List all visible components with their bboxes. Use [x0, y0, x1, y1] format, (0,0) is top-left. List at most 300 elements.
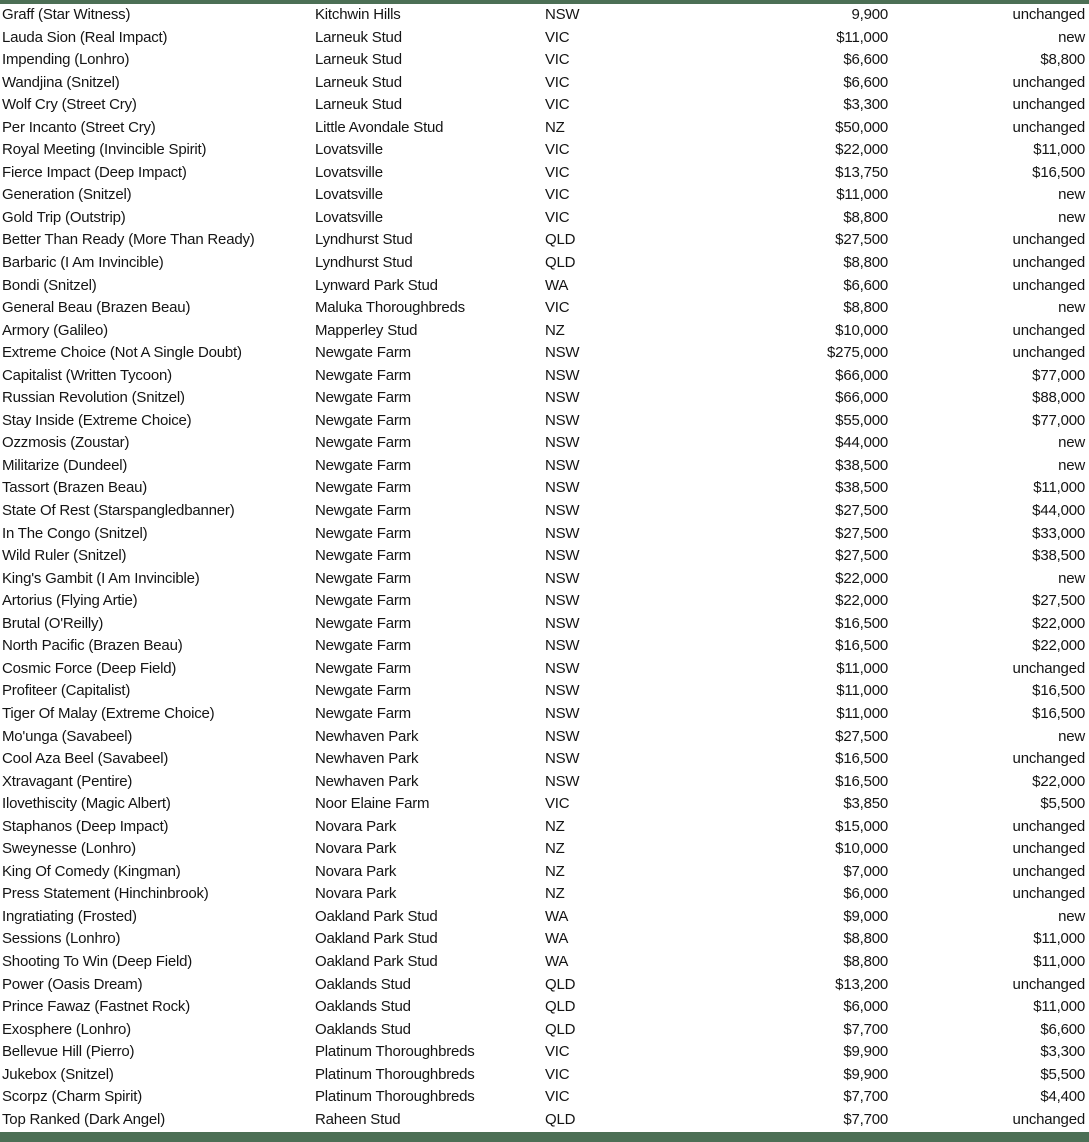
service-fee: $27,500	[835, 524, 888, 542]
fee-change: new	[1058, 434, 1085, 452]
fee-change: new	[1058, 569, 1085, 587]
horse-name: Impending (Lonhro)	[2, 51, 130, 69]
fee-change: $8,800	[1040, 51, 1085, 69]
horse-name: Tassort (Brazen Beau)	[2, 479, 148, 497]
table-row	[0, 590, 1089, 613]
horse-name: Xtravagant (Pentire)	[2, 772, 133, 790]
stud-name: Newhaven Park	[315, 772, 419, 790]
table-row	[0, 1064, 1089, 1087]
table-row	[0, 613, 1089, 636]
stud-name: Newgate Farm	[315, 366, 411, 384]
service-fee: $8,800	[843, 254, 888, 272]
stud-name: Oaklands Stud	[315, 975, 411, 993]
state-label: NSW	[545, 569, 580, 587]
service-fee: $44,000	[835, 434, 888, 452]
horse-name: Armory (Galileo)	[2, 321, 108, 339]
stud-name: Novara Park	[315, 840, 397, 858]
table-row	[0, 658, 1089, 681]
state-label: VIC	[545, 163, 570, 181]
fee-change: unchanged	[1012, 276, 1085, 294]
service-fee: $7,700	[843, 1110, 888, 1128]
table-row	[0, 523, 1089, 546]
stud-name: Newgate Farm	[315, 434, 411, 452]
horse-name: Gold Trip (Outstrip)	[2, 208, 126, 226]
fee-change: unchanged	[1012, 817, 1085, 835]
fee-change: unchanged	[1012, 231, 1085, 249]
fee-change: $77,000	[1032, 366, 1085, 384]
fee-change: new	[1058, 186, 1085, 204]
state-label: VIC	[545, 1088, 570, 1106]
service-fee: $50,000	[835, 118, 888, 136]
stud-name: Kitchwin Hills	[315, 6, 401, 23]
horse-name: Barbaric (I Am Invincible)	[2, 254, 164, 272]
state-label: NSW	[545, 637, 580, 655]
fee-change: $11,000	[1033, 998, 1085, 1016]
table-row	[0, 387, 1089, 410]
stud-name: Lovatsville	[315, 208, 383, 226]
stud-name: Newgate Farm	[315, 456, 411, 474]
state-label: VIC	[545, 208, 570, 226]
service-fee: $10,000	[835, 840, 888, 858]
service-fee: $6,600	[843, 73, 888, 91]
service-fee: $27,500	[835, 231, 888, 249]
service-fee: $11,000	[836, 704, 888, 722]
service-fee: $13,200	[835, 975, 888, 993]
state-label: VIC	[545, 1043, 570, 1061]
state-label: WA	[545, 276, 569, 294]
state-label: QLD	[545, 1020, 576, 1038]
fee-change: unchanged	[1012, 659, 1085, 677]
table-row	[0, 49, 1089, 72]
stud-name: Larneuk Stud	[315, 73, 402, 91]
table-row	[0, 996, 1089, 1019]
stud-name: Lovatsville	[315, 186, 383, 204]
horse-name: Prince Fawaz (Fastnet Rock)	[2, 998, 190, 1016]
horse-name: Capitalist (Written Tycoon)	[2, 366, 172, 384]
state-label: NSW	[545, 524, 580, 542]
state-label: NSW	[545, 6, 580, 23]
table-row	[0, 320, 1089, 343]
service-fee: $27,500	[835, 727, 888, 745]
table-row	[0, 410, 1089, 433]
state-label: VIC	[545, 51, 570, 69]
service-fee: $6,000	[843, 885, 888, 903]
state-label: QLD	[545, 254, 576, 272]
fee-change: unchanged	[1012, 1110, 1085, 1128]
state-label: NSW	[545, 411, 580, 429]
stud-name: Larneuk Stud	[315, 28, 402, 46]
stud-name: Platinum Thoroughbreds	[315, 1043, 475, 1061]
service-fee: $8,800	[843, 930, 888, 948]
stud-name: Newgate Farm	[315, 659, 411, 677]
stud-name: Newgate Farm	[315, 704, 411, 722]
state-label: QLD	[545, 998, 576, 1016]
state-label: NZ	[545, 862, 565, 880]
table-row	[0, 838, 1089, 861]
horse-name: Jukebox (Snitzel)	[2, 1065, 114, 1083]
stud-name: Oakland Park Stud	[315, 930, 438, 948]
service-fee: $8,800	[843, 299, 888, 317]
service-fee: $7,000	[843, 862, 888, 880]
table-row	[0, 703, 1089, 726]
stud-name: Newgate Farm	[315, 524, 411, 542]
fee-change: unchanged	[1012, 840, 1085, 858]
state-label: NSW	[545, 592, 580, 610]
stud-name: Newhaven Park	[315, 727, 419, 745]
service-fee: $3,300	[843, 96, 888, 114]
state-label: VIC	[545, 96, 570, 114]
fee-change: new	[1058, 907, 1085, 925]
stud-name: Newgate Farm	[315, 569, 411, 587]
fee-change: unchanged	[1012, 6, 1085, 23]
state-label: NSW	[545, 456, 580, 474]
service-fee: $22,000	[835, 592, 888, 610]
fee-change: $5,500	[1040, 1065, 1085, 1083]
state-label: NSW	[545, 727, 580, 745]
table-row	[0, 4, 1089, 27]
horse-name: Brutal (O'Reilly)	[2, 614, 104, 632]
state-label: NZ	[545, 118, 565, 136]
fee-change: new	[1058, 28, 1085, 46]
stud-name: Platinum Thoroughbreds	[315, 1065, 475, 1083]
stud-name: Oaklands Stud	[315, 998, 411, 1016]
state-label: NSW	[545, 389, 580, 407]
horse-name: Scorpz (Charm Spirit)	[2, 1088, 142, 1106]
horse-name: Bondi (Snitzel)	[2, 276, 97, 294]
state-label: VIC	[545, 28, 570, 46]
table-row	[0, 1109, 1089, 1132]
stud-fee-table	[0, 4, 1089, 1131]
horse-name: Ingratiating (Frosted)	[2, 907, 137, 925]
stud-name: Newgate Farm	[315, 547, 411, 565]
state-label: NZ	[545, 840, 565, 858]
service-fee: $11,000	[836, 682, 888, 700]
table-row	[0, 117, 1089, 140]
state-label: NSW	[545, 434, 580, 452]
stud-name: Newgate Farm	[315, 682, 411, 700]
fee-change: $4,400	[1040, 1088, 1085, 1106]
fee-change: $16,500	[1032, 682, 1085, 700]
state-label: NSW	[545, 614, 580, 632]
state-label: NSW	[545, 547, 580, 565]
state-label: WA	[545, 907, 569, 925]
stud-name: Lynward Park Stud	[315, 276, 438, 294]
state-label: WA	[545, 930, 569, 948]
table-row	[0, 816, 1089, 839]
service-fee: $10,000	[835, 321, 888, 339]
stud-name: Oaklands Stud	[315, 1020, 411, 1038]
service-fee: $16,500	[835, 772, 888, 790]
state-label: QLD	[545, 231, 576, 249]
service-fee: $38,500	[835, 456, 888, 474]
state-label: NSW	[545, 344, 580, 362]
fee-change: $6,600	[1040, 1020, 1085, 1038]
horse-name: Wild Ruler (Snitzel)	[2, 547, 127, 565]
table-row	[0, 974, 1089, 997]
fee-change: unchanged	[1012, 344, 1085, 362]
fee-change: new	[1058, 299, 1085, 317]
stud-name: Newgate Farm	[315, 411, 411, 429]
horse-name: Profiteer (Capitalist)	[2, 682, 131, 700]
service-fee: $7,700	[843, 1088, 888, 1106]
horse-name: Fierce Impact (Deep Impact)	[2, 163, 187, 181]
service-fee: $11,000	[836, 659, 888, 677]
horse-name: Royal Meeting (Invincible Spirit)	[2, 141, 207, 159]
fee-change: $44,000	[1032, 502, 1085, 520]
service-fee: $38,500	[835, 479, 888, 497]
table-row	[0, 162, 1089, 185]
service-fee: $9,900	[843, 1065, 888, 1083]
service-fee: $11,000	[836, 28, 888, 46]
fee-change: $16,500	[1032, 704, 1085, 722]
stud-name: Novara Park	[315, 817, 397, 835]
horse-name: Graff (Star Witness)	[2, 6, 131, 23]
horse-name: Russian Revolution (Snitzel)	[2, 389, 185, 407]
fee-change: $88,000	[1032, 389, 1085, 407]
stud-name: Larneuk Stud	[315, 51, 402, 69]
service-fee: $6,000	[843, 998, 888, 1016]
state-label: QLD	[545, 1110, 576, 1128]
table-row	[0, 297, 1089, 320]
horse-name: North Pacific (Brazen Beau)	[2, 637, 183, 655]
horse-name: General Beau (Brazen Beau)	[2, 299, 191, 317]
state-label: NZ	[545, 885, 565, 903]
horse-name: Cosmic Force (Deep Field)	[2, 659, 177, 677]
horse-name: Artorius (Flying Artie)	[2, 592, 138, 610]
horse-name: Tiger Of Malay (Extreme Choice)	[2, 704, 215, 722]
fee-change: unchanged	[1012, 118, 1085, 136]
stud-name: Newgate Farm	[315, 389, 411, 407]
fee-change: unchanged	[1012, 750, 1085, 768]
table-row	[0, 72, 1089, 95]
stud-name: Newgate Farm	[315, 592, 411, 610]
table-row	[0, 432, 1089, 455]
stud-name: Newgate Farm	[315, 344, 411, 362]
service-fee: $16,500	[835, 614, 888, 632]
fee-change: new	[1058, 208, 1085, 226]
state-label: NSW	[545, 704, 580, 722]
service-fee: $8,800	[843, 952, 888, 970]
horse-name: Bellevue Hill (Pierro)	[2, 1043, 135, 1061]
stud-name: Maluka Thoroughbreds	[315, 299, 465, 317]
service-fee: $27,500	[835, 547, 888, 565]
fee-change: new	[1058, 456, 1085, 474]
stud-name: Newgate Farm	[315, 614, 411, 632]
fee-change: $11,000	[1033, 141, 1085, 159]
table-row	[0, 1041, 1089, 1064]
table-row	[0, 455, 1089, 478]
horse-name: Better Than Ready (More Than Ready)	[2, 231, 255, 249]
fee-change: unchanged	[1012, 975, 1085, 993]
fee-change: $22,000	[1032, 772, 1085, 790]
state-label: VIC	[545, 186, 570, 204]
horse-name: Wandjina (Snitzel)	[2, 73, 120, 91]
stud-name: Noor Elaine Farm	[315, 795, 430, 813]
table-row	[0, 184, 1089, 207]
table-row	[0, 771, 1089, 794]
horse-name: Staphanos (Deep Impact)	[2, 817, 169, 835]
table-row	[0, 861, 1089, 884]
service-fee: $6,600	[843, 51, 888, 69]
fee-table-body	[0, 4, 1089, 1131]
state-label: VIC	[545, 795, 570, 813]
horse-name: Stay Inside (Extreme Choice)	[2, 411, 192, 429]
service-fee: $6,600	[843, 276, 888, 294]
state-label: NSW	[545, 659, 580, 677]
table-row	[0, 748, 1089, 771]
fee-change: $77,000	[1032, 411, 1085, 429]
table-row	[0, 275, 1089, 298]
table-row	[0, 680, 1089, 703]
fee-change: unchanged	[1012, 254, 1085, 272]
fee-change: $16,500	[1032, 163, 1085, 181]
stud-name: Lovatsville	[315, 163, 383, 181]
horse-name: Sessions (Lonhro)	[2, 930, 121, 948]
fee-change: $3,300	[1040, 1043, 1085, 1061]
fee-change: $11,000	[1033, 479, 1085, 497]
service-fee: $8,800	[843, 208, 888, 226]
state-label: VIC	[545, 1065, 570, 1083]
state-label: NSW	[545, 366, 580, 384]
state-label: WA	[545, 952, 569, 970]
horse-name: Ozzmosis (Zoustar)	[2, 434, 130, 452]
service-fee: $66,000	[835, 366, 888, 384]
fee-change: $22,000	[1032, 614, 1085, 632]
horse-name: King Of Comedy (Kingman)	[2, 862, 181, 880]
state-label: NSW	[545, 750, 580, 768]
fee-change: $11,000	[1033, 952, 1085, 970]
table-row	[0, 229, 1089, 252]
service-fee: $16,500	[835, 637, 888, 655]
horse-name: Militarize (Dundeel)	[2, 456, 128, 474]
service-fee: $16,500	[835, 750, 888, 768]
table-row	[0, 568, 1089, 591]
service-fee: $22,000	[835, 569, 888, 587]
service-fee: $275,000	[827, 344, 888, 362]
fee-change: unchanged	[1012, 321, 1085, 339]
service-fee: $7,700	[843, 1020, 888, 1038]
state-label: NZ	[545, 817, 565, 835]
fee-change: new	[1058, 727, 1085, 745]
horse-name: Mo'unga (Savabeel)	[2, 727, 133, 745]
table-row	[0, 207, 1089, 230]
state-label: VIC	[545, 73, 570, 91]
stud-name: Oakland Park Stud	[315, 907, 438, 925]
horse-name: In The Congo (Snitzel)	[2, 524, 148, 542]
horse-name: Per Incanto (Street Cry)	[2, 118, 156, 136]
fee-change: $11,000	[1033, 930, 1085, 948]
fee-change: $22,000	[1032, 637, 1085, 655]
fee-change: unchanged	[1012, 862, 1085, 880]
table-row	[0, 365, 1089, 388]
horse-name: Lauda Sion (Real Impact)	[2, 28, 168, 46]
table-row	[0, 500, 1089, 523]
stud-name: Novara Park	[315, 862, 397, 880]
service-fee: $22,000	[835, 141, 888, 159]
fee-change: $5,500	[1040, 795, 1085, 813]
service-fee: $27,500	[835, 502, 888, 520]
fee-change: unchanged	[1012, 96, 1085, 114]
table-row	[0, 635, 1089, 658]
table-row	[0, 951, 1089, 974]
table-row	[0, 1086, 1089, 1109]
table-row	[0, 793, 1089, 816]
service-fee: $15,000	[835, 817, 888, 835]
table-row	[0, 906, 1089, 929]
state-label: QLD	[545, 975, 576, 993]
table-row	[0, 94, 1089, 117]
stud-name: Newgate Farm	[315, 637, 411, 655]
stud-name: Lyndhurst Stud	[315, 254, 413, 272]
horse-name: King's Gambit (I Am Invincible)	[2, 569, 200, 587]
fee-change: $27,500	[1032, 592, 1085, 610]
horse-name: State Of Rest (Starspangledbanner)	[2, 502, 235, 520]
service-fee: $11,000	[836, 186, 888, 204]
stud-name: Oakland Park Stud	[315, 952, 438, 970]
stud-name: Newhaven Park	[315, 750, 419, 768]
table-row	[0, 1019, 1089, 1042]
horse-name: Extreme Choice (Not A Single Doubt)	[2, 344, 242, 362]
table-row	[0, 883, 1089, 906]
state-label: NSW	[545, 682, 580, 700]
stud-name: Larneuk Stud	[315, 96, 402, 114]
service-fee: $66,000	[835, 389, 888, 407]
fee-change: unchanged	[1012, 73, 1085, 91]
service-fee: 9,900	[851, 6, 888, 23]
table-row	[0, 726, 1089, 749]
horse-name: Sweynesse (Lonhro)	[2, 840, 136, 858]
horse-name: Ilovethiscity (Magic Albert)	[2, 795, 171, 813]
stud-name: Novara Park	[315, 885, 397, 903]
stud-name: Little Avondale Stud	[315, 118, 444, 136]
horse-name: Press Statement (Hinchinbrook)	[2, 885, 209, 903]
stud-name: Raheen Stud	[315, 1110, 401, 1128]
table-row	[0, 928, 1089, 951]
state-label: VIC	[545, 141, 570, 159]
service-fee: $13,750	[835, 163, 888, 181]
stud-name: Lovatsville	[315, 141, 383, 159]
state-label: NSW	[545, 479, 580, 497]
state-label: NSW	[545, 502, 580, 520]
state-label: VIC	[545, 299, 570, 317]
horse-name: Top Ranked (Dark Angel)	[2, 1110, 165, 1128]
table-row	[0, 545, 1089, 568]
stud-name: Newgate Farm	[315, 479, 411, 497]
stud-name: Newgate Farm	[315, 502, 411, 520]
fee-change: $38,500	[1032, 547, 1085, 565]
horse-name: Shooting To Win (Deep Field)	[2, 952, 193, 970]
stud-name: Platinum Thoroughbreds	[315, 1088, 475, 1106]
service-fee: $55,000	[835, 411, 888, 429]
table-row	[0, 27, 1089, 50]
horse-name: Wolf Cry (Street Cry)	[2, 96, 137, 114]
state-label: NZ	[545, 321, 565, 339]
horse-name: Generation (Snitzel)	[2, 186, 132, 204]
table-row	[0, 342, 1089, 365]
fee-change: $33,000	[1032, 524, 1085, 542]
table-row	[0, 252, 1089, 275]
fee-change: unchanged	[1012, 885, 1085, 903]
service-fee: $9,000	[843, 907, 888, 925]
horse-name: Cool Aza Beel (Savabeel)	[2, 750, 169, 768]
bottom-border-bar	[0, 1132, 1089, 1142]
horse-name: Power (Oasis Dream)	[2, 975, 143, 993]
stud-name: Mapperley Stud	[315, 321, 418, 339]
table-row	[0, 139, 1089, 162]
service-fee: $9,900	[843, 1043, 888, 1061]
stud-name: Lyndhurst Stud	[315, 231, 413, 249]
state-label: NSW	[545, 772, 580, 790]
